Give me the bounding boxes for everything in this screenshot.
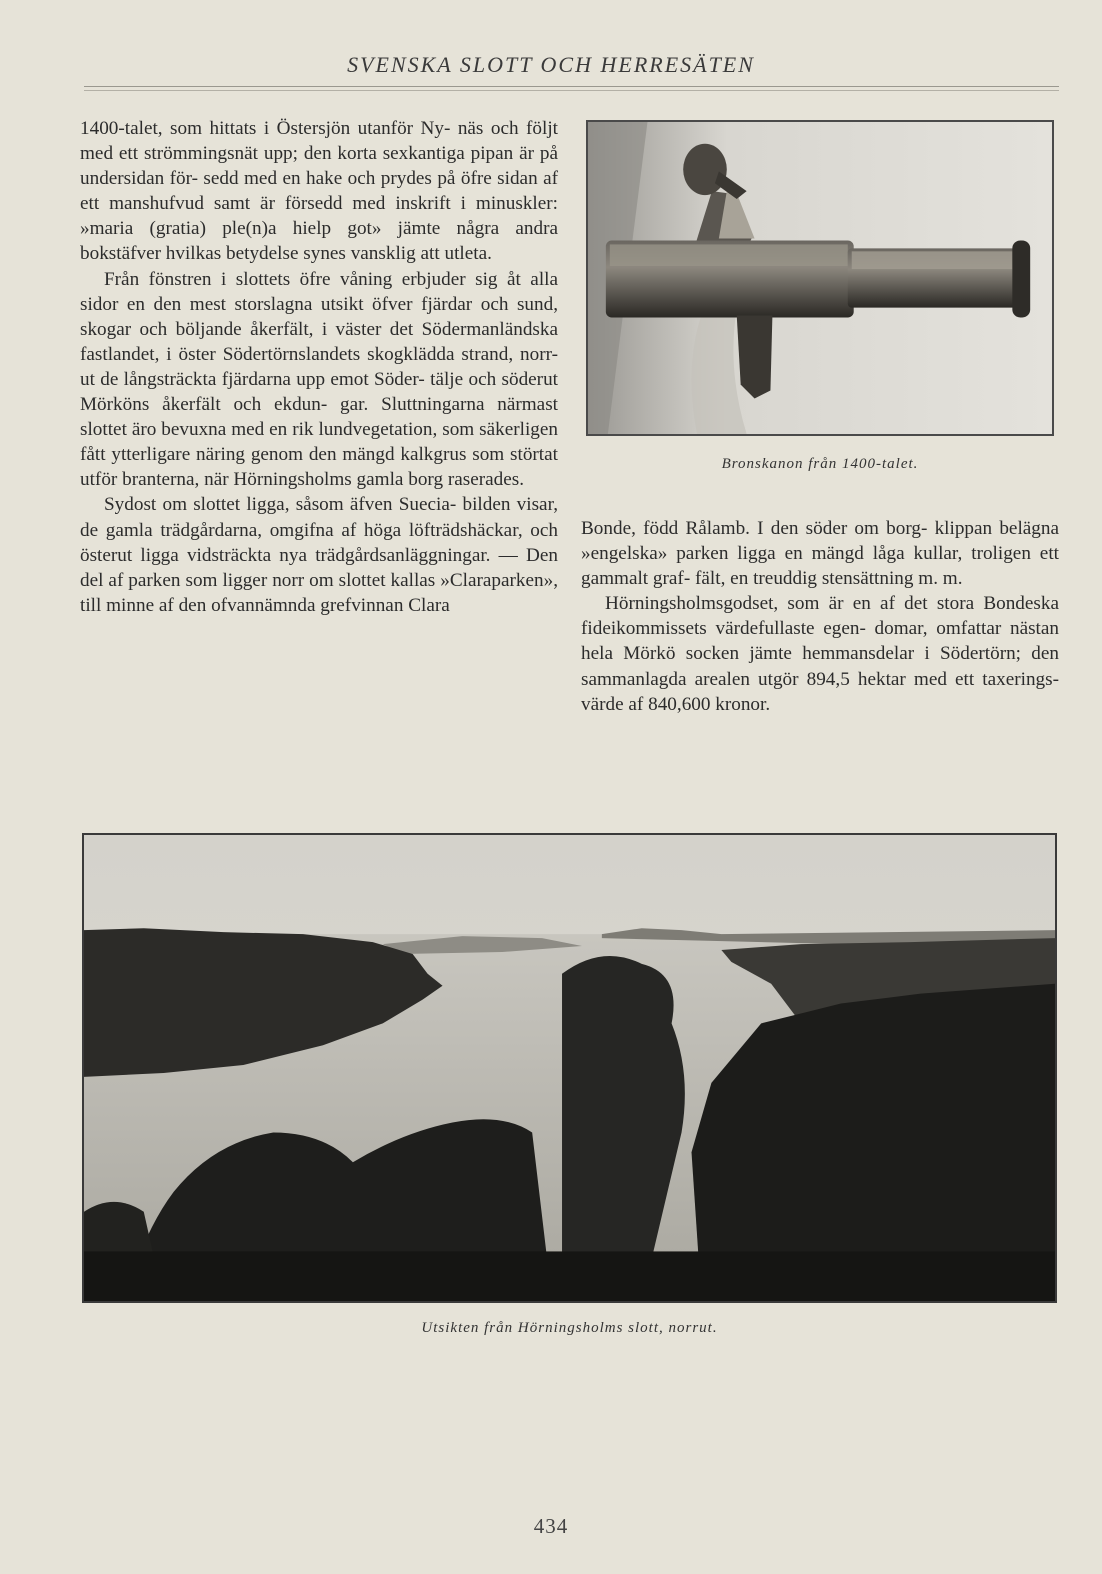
lake-photo	[82, 833, 1057, 1303]
paragraph: Hörningsholmsgodset, som är en af det stora Bondeska fideikommissets värdefullaste egen- domar, omfattar nästan hela Mörkö socken jämte hemmansdelar i Södertörn; den sammanlagda arealen utgör 894,5 hektar med ett taxerings- värde af 840,600 kronor.	[581, 593, 1059, 715]
header-rule	[84, 86, 1059, 87]
page-number: 434	[533, 1514, 569, 1538]
paragraph: Från fönstren i slottets öfre våning erbjuder sig åt alla sidor en den mest storslagna utsikt öfver fjärdar och sund, skogar och böljande åkerfält, i väster det Södermanländska fastlandet, i öster Södertörnslandets skogklädda strand, norr- ut de långsträckta fjärdarna upp emot Söder- tälje och söderut Mörköns åkerfält och ekdun- gar. Sluttningarna närmast slottet äro bevuxna med en rik lundvegetation, som säkerligen fått ytterligare näring genom den mängd kalkgrus som störtat utför branterna, när Hörningsholms gamla borg raserades.	[80, 268, 558, 491]
cannon-photo	[586, 120, 1054, 436]
paragraph: Sydost om slottet ligga, såsom äfven Suecia- bilden visar, de gamla trädgårdarna, omgifna af höga löfträdshäckar, och österut ligga vidsträckta nya trädgårdsanläggningar. — Den del af parken som ligger norr om slottet kallas »Claraparken», till minne af den ofvannämnda grefvinnan Clara	[80, 494, 558, 616]
right-column	[581, 516, 1059, 717]
header-rule-thin	[84, 90, 1059, 91]
running-head: SVENSKA SLOTT OCH HERRESÄTEN	[347, 52, 755, 77]
left-column	[80, 116, 558, 618]
lake-caption: Utsikten från Hörningsholms slott, norrut.	[421, 1320, 718, 1336]
paragraph: Bonde, född Rålamb. I den söder om borg- klippan belägna »engelska» parken ligga en mängd låga kullar, troligen ett gammalt graf- fält, en treuddig stensättning m. m.	[581, 518, 1059, 590]
paragraph: 1400-talet, som hittats i Östersjön utanför Ny- näs och följt med ett strömmingsnät upp; den korta sexkantiga pipan är på undersidan för- sedd med en hake och prydes på öfre sidan af ett manshufvud samt är försedd med inskrift i minuskler: »maria (gratia) ple(n)a hielp got» jämte några andra bokstäfver hvilkas betydelse synes vansklig att utleta.	[80, 118, 558, 265]
cannon-caption: Bronskanon från 1400-talet.	[721, 456, 919, 472]
